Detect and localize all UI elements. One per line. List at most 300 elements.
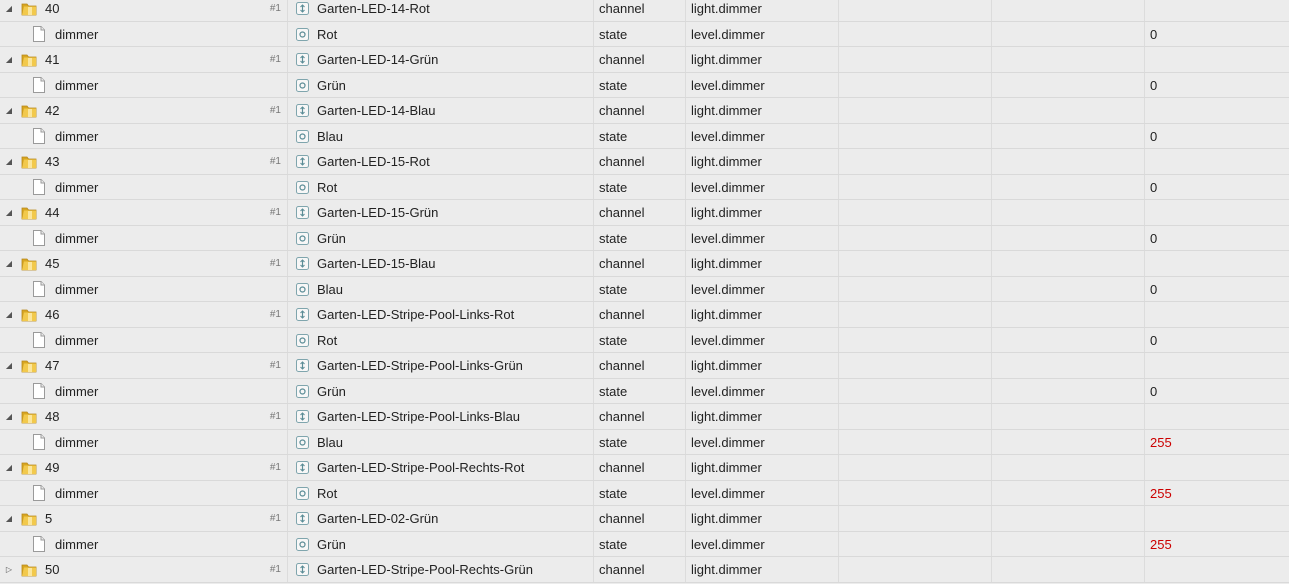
object-id: 46 — [45, 307, 60, 322]
role-cell — [686, 404, 839, 429]
object-value: 0 — [1150, 77, 1158, 93]
object-id: 47 — [45, 358, 60, 373]
function-cell — [992, 404, 1145, 429]
object-name: Blau — [317, 281, 344, 297]
room-cell — [839, 379, 992, 403]
room-cell — [839, 277, 992, 301]
instance-badge: #1 — [269, 411, 281, 422]
id-cell — [0, 277, 288, 301]
object-type: state — [599, 434, 628, 450]
object-role: light.dimmer — [691, 307, 762, 322]
object-id: dimmer — [55, 179, 99, 195]
table-row[interactable] — [0, 506, 1289, 532]
name-cell — [288, 430, 594, 454]
object-role: light.dimmer — [691, 511, 762, 526]
role-cell — [686, 98, 839, 123]
instance-badge: #1 — [269, 3, 281, 14]
type-cell — [594, 328, 686, 352]
function-cell — [992, 328, 1145, 352]
channel-icon — [296, 563, 309, 576]
object-id: 42 — [45, 103, 60, 118]
object-role: light.dimmer — [691, 460, 762, 475]
object-role: level.dimmer — [691, 485, 765, 501]
function-cell — [992, 430, 1145, 454]
type-cell — [594, 251, 686, 276]
type-cell — [594, 532, 686, 556]
role-cell — [686, 200, 839, 225]
file-icon — [32, 26, 46, 42]
name-cell — [288, 532, 594, 556]
folder-icon — [20, 154, 38, 170]
object-id: dimmer — [55, 332, 99, 348]
object-name: Garten-LED-Stripe-Pool-Links-Blau — [317, 409, 521, 424]
function-cell — [992, 200, 1145, 225]
name-cell — [288, 328, 594, 352]
file-icon — [32, 128, 46, 144]
file-icon — [32, 332, 46, 348]
room-cell — [839, 532, 992, 556]
table-row[interactable] — [0, 455, 1289, 481]
table-row[interactable] — [0, 251, 1289, 277]
function-cell — [992, 277, 1145, 301]
object-id: dimmer — [55, 281, 99, 297]
object-role: light.dimmer — [691, 52, 762, 67]
triangle-expanded-icon[interactable]: ◢ — [5, 361, 13, 370]
folder-icon — [20, 562, 38, 578]
name-cell — [288, 200, 594, 225]
value-cell[interactable] — [1145, 430, 1289, 454]
value-cell — [1145, 149, 1289, 174]
role-cell — [686, 22, 839, 46]
function-cell — [992, 149, 1145, 174]
object-value: 255 — [1150, 485, 1172, 501]
room-cell — [839, 430, 992, 454]
table-row[interactable] — [0, 47, 1289, 73]
folder-icon — [20, 1, 38, 17]
value-cell[interactable] — [1145, 532, 1289, 556]
object-name: Garten-LED-15-Rot — [317, 154, 430, 169]
id-cell — [0, 557, 288, 582]
file-icon — [32, 536, 46, 552]
object-type: channel — [599, 307, 645, 322]
object-role: level.dimmer — [691, 383, 765, 399]
triangle-expanded-icon[interactable]: ◢ — [5, 55, 13, 64]
object-role: light.dimmer — [691, 562, 762, 577]
role-cell — [686, 353, 839, 378]
object-role: light.dimmer — [691, 358, 762, 373]
object-id: dimmer — [55, 230, 99, 246]
table-row[interactable] — [0, 175, 1289, 200]
id-cell — [0, 353, 288, 378]
object-type: channel — [599, 52, 645, 67]
object-type: channel — [599, 562, 645, 577]
name-cell — [288, 277, 594, 301]
role-cell — [686, 277, 839, 301]
object-value: 0 — [1150, 383, 1158, 399]
room-cell — [839, 353, 992, 378]
state-icon — [296, 334, 309, 347]
value-cell[interactable] — [1145, 124, 1289, 148]
triangle-expanded-icon[interactable]: ◢ — [5, 259, 13, 268]
object-id: 43 — [45, 154, 60, 169]
function-cell — [992, 481, 1145, 505]
function-cell — [992, 506, 1145, 531]
object-type: channel — [599, 103, 645, 118]
object-value: 0 — [1150, 128, 1158, 144]
object-id: 50 — [45, 562, 60, 577]
type-cell — [594, 73, 686, 97]
object-value: 0 — [1150, 230, 1158, 246]
object-type: state — [599, 26, 628, 42]
object-role: level.dimmer — [691, 26, 765, 42]
function-cell — [992, 124, 1145, 148]
object-role: level.dimmer — [691, 77, 765, 93]
value-cell[interactable] — [1145, 22, 1289, 46]
object-name: Blau — [317, 434, 344, 450]
object-type: state — [599, 332, 628, 348]
folder-icon — [20, 103, 38, 119]
file-icon — [32, 485, 46, 501]
object-value: 0 — [1150, 332, 1158, 348]
object-type: channel — [599, 358, 645, 373]
object-type: state — [599, 230, 628, 246]
id-cell — [0, 149, 288, 174]
value-cell — [1145, 200, 1289, 225]
name-cell — [288, 22, 594, 46]
instance-badge: #1 — [269, 564, 281, 575]
role-cell — [686, 47, 839, 72]
folder-icon — [20, 460, 38, 476]
id-cell — [0, 506, 288, 531]
object-id: dimmer — [55, 77, 99, 93]
table-row[interactable] — [0, 124, 1289, 149]
type-cell — [594, 481, 686, 505]
table-row[interactable] — [0, 0, 1289, 22]
value-cell[interactable] — [1145, 328, 1289, 352]
triangle-expanded-icon[interactable]: ◢ — [5, 514, 13, 523]
name-cell — [288, 149, 594, 174]
folder-icon — [20, 358, 38, 374]
id-cell — [0, 251, 288, 276]
name-cell — [288, 73, 594, 97]
object-name: Garten-LED-15-Blau — [317, 256, 436, 271]
role-cell — [686, 328, 839, 352]
name-cell — [288, 226, 594, 250]
object-id: 45 — [45, 256, 60, 271]
role-cell — [686, 557, 839, 582]
id-cell — [0, 200, 288, 225]
function-cell — [992, 557, 1145, 582]
object-type: state — [599, 536, 628, 552]
table-row[interactable] — [0, 73, 1289, 98]
name-cell — [288, 506, 594, 531]
object-type: channel — [599, 460, 645, 475]
folder-icon — [20, 409, 38, 425]
object-type: channel — [599, 205, 645, 220]
state-icon — [296, 28, 309, 41]
id-cell — [0, 379, 288, 403]
type-cell — [594, 353, 686, 378]
type-cell — [594, 557, 686, 582]
channel-icon — [296, 104, 309, 117]
table-row[interactable] — [0, 557, 1289, 583]
object-role: level.dimmer — [691, 179, 765, 195]
file-icon — [32, 77, 46, 93]
object-name: Garten-LED-Stripe-Pool-Links-Rot — [317, 307, 515, 322]
role-cell — [686, 455, 839, 480]
object-name: Rot — [317, 332, 338, 348]
channel-icon — [296, 257, 309, 270]
object-name: Garten-LED-Stripe-Pool-Rechts-Rot — [317, 460, 525, 475]
type-cell — [594, 455, 686, 480]
room-cell — [839, 98, 992, 123]
object-type: state — [599, 179, 628, 195]
object-type: channel — [599, 1, 645, 16]
triangle-expanded-icon[interactable]: ◢ — [5, 4, 13, 13]
table-row[interactable] — [0, 277, 1289, 302]
instance-badge: #1 — [269, 105, 281, 116]
name-cell — [288, 251, 594, 276]
type-cell — [594, 226, 686, 250]
function-cell — [992, 251, 1145, 276]
name-cell — [288, 302, 594, 327]
object-value: 255 — [1150, 536, 1172, 552]
name-cell — [288, 481, 594, 505]
instance-badge: #1 — [269, 207, 281, 218]
role-cell — [686, 302, 839, 327]
table-row[interactable] — [0, 149, 1289, 175]
folder-icon — [20, 52, 38, 68]
table-row[interactable] — [0, 353, 1289, 379]
name-cell — [288, 47, 594, 72]
channel-icon — [296, 155, 309, 168]
triangle-expanded-icon[interactable]: ◢ — [5, 463, 13, 472]
room-cell — [839, 251, 992, 276]
function-cell — [992, 47, 1145, 72]
table-row[interactable] — [0, 22, 1289, 47]
object-name: Garten-LED-15-Grün — [317, 205, 439, 220]
triangle-collapsed-icon[interactable]: ▷ — [5, 565, 13, 574]
id-cell — [0, 47, 288, 72]
id-cell — [0, 226, 288, 250]
folder-icon — [20, 511, 38, 527]
channel-icon — [296, 359, 309, 372]
state-icon — [296, 130, 309, 143]
instance-badge: #1 — [269, 54, 281, 65]
object-type: channel — [599, 154, 645, 169]
object-id: dimmer — [55, 383, 99, 399]
table-row[interactable] — [0, 302, 1289, 328]
value-cell[interactable] — [1145, 277, 1289, 301]
name-cell — [288, 0, 594, 21]
id-cell — [0, 0, 288, 21]
object-id: 48 — [45, 409, 60, 424]
object-role: level.dimmer — [691, 536, 765, 552]
object-role: level.dimmer — [691, 281, 765, 297]
role-cell — [686, 226, 839, 250]
table-row[interactable] — [0, 328, 1289, 353]
name-cell — [288, 353, 594, 378]
folder-icon — [20, 307, 38, 323]
type-cell — [594, 0, 686, 21]
triangle-expanded-icon[interactable]: ◢ — [5, 208, 13, 217]
value-cell[interactable] — [1145, 481, 1289, 505]
triangle-expanded-icon[interactable]: ◢ — [5, 412, 13, 421]
function-cell — [992, 226, 1145, 250]
object-role: level.dimmer — [691, 434, 765, 450]
room-cell — [839, 481, 992, 505]
instance-badge: #1 — [269, 360, 281, 371]
name-cell — [288, 124, 594, 148]
room-cell — [839, 149, 992, 174]
room-cell — [839, 0, 992, 21]
room-cell — [839, 226, 992, 250]
object-type: state — [599, 128, 628, 144]
id-cell — [0, 175, 288, 199]
object-type: channel — [599, 409, 645, 424]
function-cell — [992, 175, 1145, 199]
triangle-expanded-icon[interactable]: ◢ — [5, 157, 13, 166]
room-cell — [839, 557, 992, 582]
value-cell — [1145, 353, 1289, 378]
id-cell — [0, 302, 288, 327]
object-type: channel — [599, 256, 645, 271]
object-id: 49 — [45, 460, 60, 475]
function-cell — [992, 379, 1145, 403]
id-cell — [0, 73, 288, 97]
value-cell[interactable] — [1145, 379, 1289, 403]
value-cell — [1145, 251, 1289, 276]
table-row[interactable] — [0, 481, 1289, 506]
object-value: 0 — [1150, 26, 1158, 42]
role-cell — [686, 124, 839, 148]
object-role: level.dimmer — [691, 230, 765, 246]
type-cell — [594, 47, 686, 72]
file-icon — [32, 281, 46, 297]
object-id: 44 — [45, 205, 60, 220]
type-cell — [594, 124, 686, 148]
value-cell — [1145, 455, 1289, 480]
triangle-expanded-icon[interactable]: ◢ — [5, 106, 13, 115]
object-role: level.dimmer — [691, 332, 765, 348]
table-row[interactable] — [0, 404, 1289, 430]
id-cell — [0, 404, 288, 429]
value-cell — [1145, 0, 1289, 21]
id-cell — [0, 124, 288, 148]
triangle-expanded-icon[interactable]: ◢ — [5, 310, 13, 319]
table-row[interactable] — [0, 200, 1289, 226]
folder-icon — [20, 205, 38, 221]
role-cell — [686, 175, 839, 199]
file-icon — [32, 179, 46, 195]
table-row[interactable] — [0, 430, 1289, 455]
value-cell — [1145, 47, 1289, 72]
object-name: Garten-LED-14-Blau — [317, 103, 436, 118]
type-cell — [594, 430, 686, 454]
state-icon — [296, 181, 309, 194]
object-name: Garten-LED-02-Grün — [317, 511, 439, 526]
instance-badge: #1 — [269, 309, 281, 320]
object-role: light.dimmer — [691, 154, 762, 169]
function-cell — [992, 22, 1145, 46]
object-type: state — [599, 77, 628, 93]
type-cell — [594, 149, 686, 174]
table-row[interactable] — [0, 98, 1289, 124]
role-cell — [686, 379, 839, 403]
function-cell — [992, 353, 1145, 378]
room-cell — [839, 455, 992, 480]
object-id: 40 — [45, 1, 60, 16]
role-cell — [686, 73, 839, 97]
function-cell — [992, 532, 1145, 556]
table-row[interactable] — [0, 532, 1289, 557]
table-row[interactable] — [0, 226, 1289, 251]
room-cell — [839, 175, 992, 199]
instance-badge: #1 — [269, 156, 281, 167]
type-cell — [594, 506, 686, 531]
table-row[interactable] — [0, 379, 1289, 404]
instance-badge: #1 — [269, 462, 281, 473]
object-type: state — [599, 281, 628, 297]
name-cell — [288, 98, 594, 123]
type-cell — [594, 277, 686, 301]
state-icon — [296, 538, 309, 551]
object-name: Garten-LED-Stripe-Pool-Links-Grün — [317, 358, 523, 373]
name-cell — [288, 557, 594, 582]
state-icon — [296, 436, 309, 449]
id-cell — [0, 481, 288, 505]
state-icon — [296, 487, 309, 500]
channel-icon — [296, 2, 309, 15]
object-value: 0 — [1150, 281, 1158, 297]
value-cell[interactable] — [1145, 226, 1289, 250]
channel-icon — [296, 461, 309, 474]
id-cell — [0, 328, 288, 352]
room-cell — [839, 328, 992, 352]
room-cell — [839, 73, 992, 97]
value-cell — [1145, 404, 1289, 429]
role-cell — [686, 481, 839, 505]
id-cell — [0, 430, 288, 454]
room-cell — [839, 200, 992, 225]
name-cell — [288, 455, 594, 480]
id-cell — [0, 532, 288, 556]
state-icon — [296, 385, 309, 398]
object-value: 255 — [1150, 434, 1172, 450]
role-cell — [686, 149, 839, 174]
type-cell — [594, 302, 686, 327]
function-cell — [992, 0, 1145, 21]
object-name: Garten-LED-14-Rot — [317, 1, 430, 16]
channel-icon — [296, 206, 309, 219]
room-cell — [839, 404, 992, 429]
object-id: dimmer — [55, 485, 99, 501]
type-cell — [594, 22, 686, 46]
role-cell — [686, 0, 839, 21]
object-id: dimmer — [55, 434, 99, 450]
type-cell — [594, 379, 686, 403]
object-name: Garten-LED-Stripe-Pool-Rechts-Grün — [317, 562, 534, 577]
type-cell — [594, 98, 686, 123]
value-cell[interactable] — [1145, 175, 1289, 199]
id-cell — [0, 455, 288, 480]
value-cell[interactable] — [1145, 73, 1289, 97]
state-icon — [296, 283, 309, 296]
function-cell — [992, 73, 1145, 97]
role-cell — [686, 532, 839, 556]
object-id: dimmer — [55, 536, 99, 552]
object-id: 41 — [45, 52, 60, 67]
